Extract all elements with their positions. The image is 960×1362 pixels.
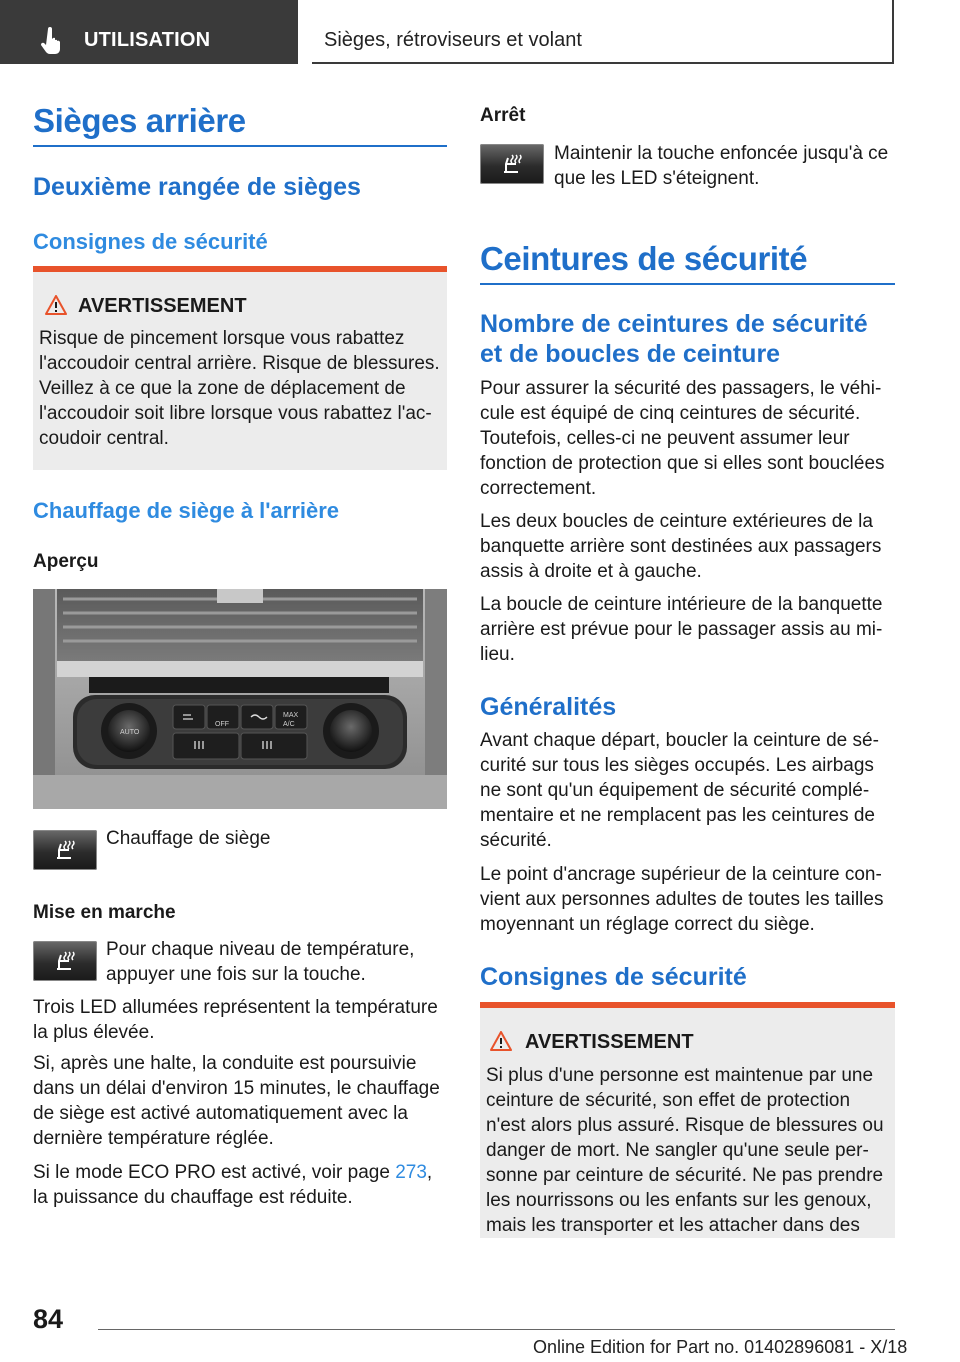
button-caption: Chauffage de siège — [106, 828, 271, 849]
title-rule — [33, 145, 447, 147]
section-tab — [0, 0, 298, 64]
footer-rule — [98, 1329, 895, 1330]
page-link[interactable]: 273 — [395, 1162, 427, 1183]
section-subtitle: Deuxième rangée de sièges — [33, 173, 361, 201]
page-number: 84 — [33, 1304, 64, 1334]
general-heading: Généralités — [480, 693, 617, 721]
safety-heading: Consignes de sécurité — [33, 229, 268, 254]
warning-box-2 — [480, 1002, 895, 1238]
seat-heating-icon — [500, 152, 524, 176]
rear-console-photo — [33, 589, 447, 809]
paragraph-eco-pro: Si le mode ECO PRO est activé, voir page 273, la puissance du chauffage est réduite. — [33, 1162, 433, 1208]
edition-text: Online Edition for Part no. 01402896081 - X/18 — [533, 1337, 908, 1357]
overview-heading: Aperçu — [33, 551, 99, 572]
off-label: OFF — [215, 721, 229, 728]
paragraph-outer-buckles: Les deux boucles de ceinture extérieures de la banquette arrière sont destinées aux passagers assis à droite et à gauche. — [480, 511, 882, 582]
warning-bar — [33, 266, 447, 272]
paragraph-general: Avant chaque départ, boucler la ceinture de sé- curité sur tous les sièges occupés. Les airbags ne sont qu'un équipement de sécurité complé- mentaire et ne remplacent pas les ceintures de sécurité. — [480, 730, 879, 851]
belts-safety-heading: Consignes de sécurité — [480, 963, 747, 991]
warning-triangle-icon — [45, 295, 67, 315]
paragraph-anchor: Le point d'ancrage supérieur de la ceinture con- vient aux personnes adultes de toutes les tailles moyennant un réglage correct du siège. — [480, 864, 884, 935]
seat-heating-icon — [53, 949, 77, 973]
warning-title: AVERTISSEMENT — [525, 1031, 694, 1053]
chapter-label: Sièges, rétroviseurs et volant — [324, 29, 582, 51]
page-title: Sièges arrière — [33, 102, 246, 139]
auto-label: AUTO — [120, 729, 140, 736]
seat-heating-button — [33, 830, 97, 870]
paragraph-leds: Trois LED allumées représentent la température la plus élevée. — [33, 997, 438, 1043]
switch-on-text: Pour chaque niveau de température, appuyer une fois sur la touche. — [106, 939, 415, 985]
paragraph-inner-buckle: La boucle de ceinture intérieure de la banquette arrière est prévue pour le passager assis au mi- lieu. — [480, 594, 883, 665]
max-label: MAX — [283, 712, 299, 719]
seat-heating-button-3 — [480, 144, 544, 184]
chapter-tab — [312, 0, 894, 64]
touch-hand-icon — [40, 27, 64, 55]
switch-on-heading: Mise en marche — [33, 902, 176, 923]
warning-box — [33, 266, 447, 470]
paragraph-belts-count: Pour assurer la sécurité des passagers, le véhi- cule est équipé de cinq ceintures de sécurité. Toutefois, celles-ci ne peuvent assumer leur fonction de protection que si elles sont bouclées correctement. — [480, 378, 885, 499]
stop-heading: Arrêt — [480, 105, 526, 126]
seat-heating-button-2 — [33, 941, 97, 981]
ac-label: A/C — [283, 721, 295, 728]
heating-heading: Chauffage de siège à l'arrière — [33, 498, 340, 523]
paragraph-auto-on: Si, après une halte, la conduite est poursuivie dans un délai d'environ 15 minutes, le chauffage de siège est activé automatiquement avec la dernière température réglée. — [33, 1053, 440, 1149]
seat-heating-icon — [53, 838, 77, 862]
belts-title: Ceintures de sécurité — [480, 240, 808, 277]
warning-text: Si plus d'une personne est maintenue par une ceinture de sécurité, son effet de protection n'est alors plus assuré. Risque de blessures ou danger de mort. Ne sangler qu'une seule per- sonne par ceinture de sécurité. Ne pas prendre les nourrissons ou les enfants sur les genoux, mais les transporter et les attacher dans des — [486, 1065, 884, 1236]
stop-text: Maintenir la touche enfoncée jusqu'à ce que les LED s'éteignent. — [554, 143, 889, 189]
section-label: UTILISATION — [84, 29, 211, 51]
warning-title: AVERTISSEMENT — [78, 295, 247, 317]
belts-subtitle: Nombre de ceintures de sécurité et de boucles de ceinture — [480, 310, 868, 368]
warning-text: Risque de pincement lorsque vous rabattez l'accoudoir central arrière. Risque de blessures. Veillez à ce que la zone de déplacement de l'accoudoir soit libre lorsque vous rabattez l'ac- coudoir central. — [39, 328, 440, 449]
warning-bar — [480, 1002, 895, 1008]
belts-title-rule — [480, 283, 895, 285]
warning-triangle-icon — [490, 1031, 512, 1051]
